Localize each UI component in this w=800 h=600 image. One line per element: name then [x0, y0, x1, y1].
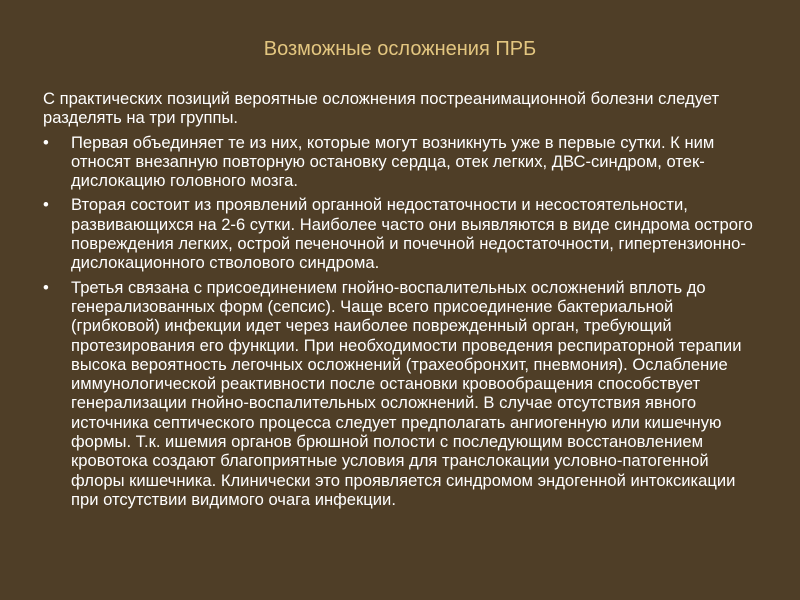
bullet-icon: •	[43, 195, 49, 215]
bullet-list	[43, 133, 753, 510]
bullet-icon: •	[43, 277, 49, 297]
bullet-item-3	[43, 278, 753, 510]
slide-title: Возможные осложнения ПРБ	[263, 38, 537, 60]
slide-body	[43, 89, 753, 514]
bullet-icon: •	[43, 132, 49, 152]
intro-paragraph: С практических позиций вероятные осложнения постреанимационной болезни следует разделять на три группы.	[43, 89, 720, 128]
bullet-item-1	[43, 133, 753, 191]
bullet-item-2	[43, 195, 753, 272]
bullet-text-2: Вторая состоит из проявлений органной недостаточности и несостоятельности, развивающихся на 2-6 сутки. Наиболее часто они выявляются в виде синдрома острого повреждения легких, острой печеночной и почечной недостаточности, гипертензионно-дислокационного стволового синдрома.	[71, 195, 753, 273]
bullet-text-3: Третья связана с присоединением гнойно-воспалительных осложнений вплоть до генерализованных форм (сепсис). Чаще всего присоединение бактериальной (грибковой) инфекции идет через наиболее поврежденный орган, требующий протезирования его функции. При необходимости проведения респираторной терапии высока вероятность легочных осложнений (трахеобронхит, пневмония). Ослабление иммунологической реактивности после остановки кровообращения способствует генерализации гнойно-воспалительных осложнений. В случае отсутствия явного источника септического процесса следует предполагать ангиогенную или кишечную формы. Т.к. ишемия органов брюшной полости с последующим восстановлением кровотока создают благоприятные условия для транслокации условно-патогенной флоры кишечника. Клинически это проявляется синдромом эндогенной интоксикации при отсутствии видимого очага инфекции.	[71, 277, 742, 509]
bullet-text-1: Первая объединяет те из них, которые могут возникнуть уже в первые сутки. К ним относят внезапную повторную остановку сердца, отек легких, ДВС-синдром, отек-дислокацию головного мозга.	[71, 132, 715, 191]
